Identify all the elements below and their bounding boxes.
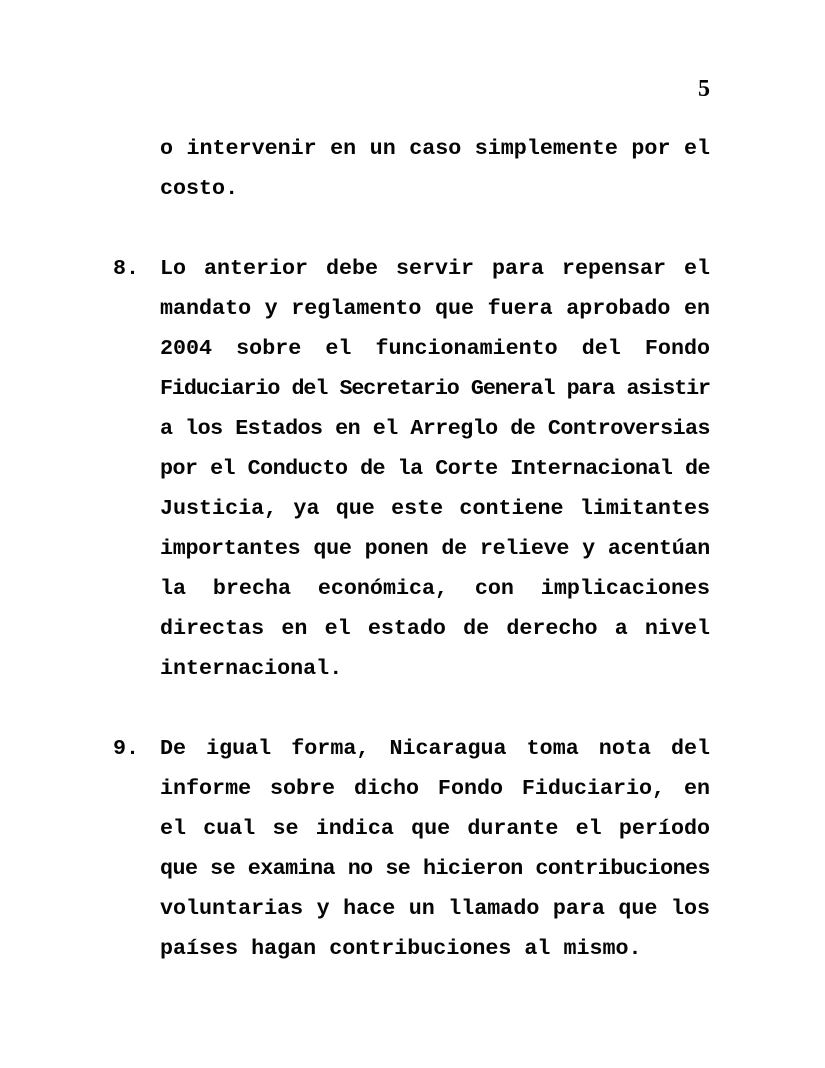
text-line: a los Estados en el Arreglo de Controversias <box>160 416 710 441</box>
paragraph-8 <box>113 249 710 689</box>
text-line: mandato y reglamento que fuera aprobado en <box>160 296 710 321</box>
text-line: Lo anterior debe servir para repensar el <box>160 256 710 281</box>
paragraph-text <box>160 129 710 209</box>
paragraph-continuation <box>113 129 710 209</box>
text-line: Justicia, ya que este contiene limitantes <box>160 496 710 521</box>
text-line: importantes que ponen de relieve y acentúan <box>160 536 710 561</box>
text-line: que se examina no se hicieron contribuciones <box>160 856 710 881</box>
text-line: o intervenir en un caso simplemente por el <box>160 136 710 161</box>
text-line: el cual se indica que durante el período <box>160 816 710 841</box>
text-line: países hagan contribuciones al mismo. <box>160 936 642 961</box>
paragraph-number <box>113 129 160 209</box>
text-line: De igual forma, Nicaragua toma nota del <box>160 736 710 761</box>
paragraph-number: 9. <box>113 736 140 761</box>
text-line: la brecha económica, con implicaciones <box>160 576 710 601</box>
text-line: voluntarias y hace un llamado para que los <box>160 896 710 921</box>
text-line: por el Conducto de la Corte Internacional de <box>160 456 710 481</box>
paragraph-text <box>160 249 710 689</box>
text-line: internacional. <box>160 656 343 681</box>
document-body <box>113 129 710 969</box>
text-line: informe sobre dicho Fondo Fiduciario, en <box>160 776 710 801</box>
text-line: costo. <box>160 176 239 201</box>
paragraph-9 <box>113 729 710 969</box>
text-line: Fiduciario del Secretario General para asistir <box>160 376 710 401</box>
text-line: 2004 sobre el funcionamiento del Fondo <box>160 336 710 361</box>
page-number: 5 <box>698 76 710 102</box>
text-line: directas en el estado de derecho a nivel <box>160 616 710 641</box>
paragraph-number: 8. <box>113 256 140 281</box>
paragraph-text <box>160 729 710 969</box>
